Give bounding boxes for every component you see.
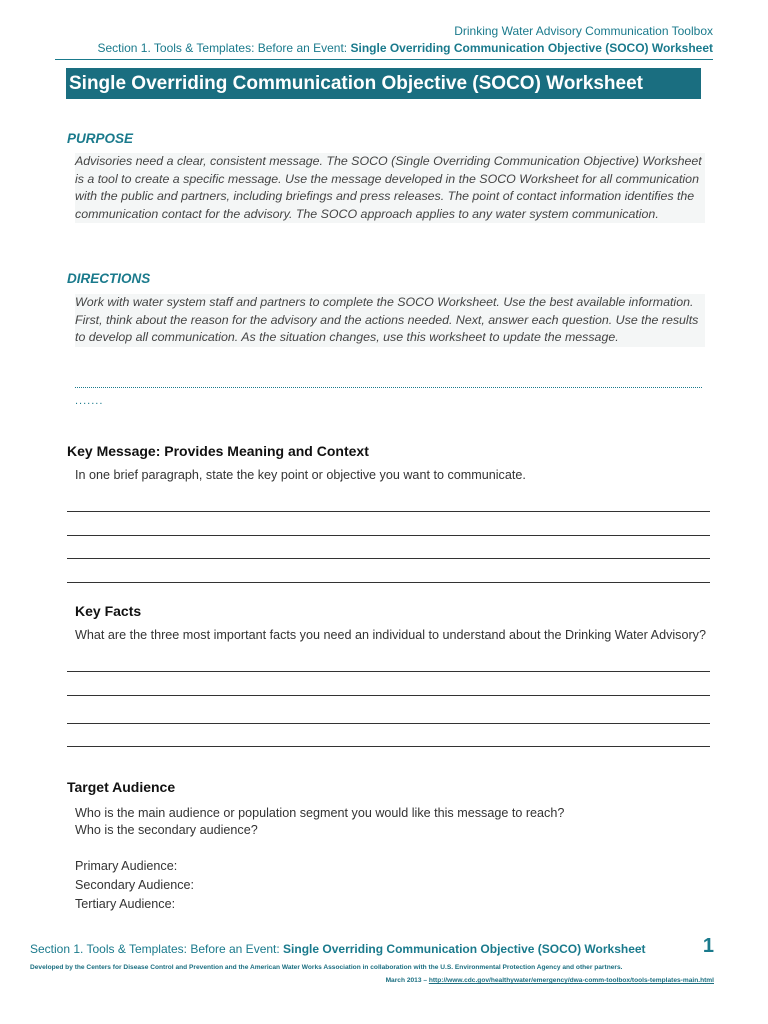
key-message-line-3[interactable] [67, 558, 710, 559]
page-title: Single Overriding Communication Objective (SOCO) Worksheet [66, 68, 701, 99]
key-facts-line-3[interactable] [67, 723, 710, 724]
secondary-audience-label: Secondary Audience: [75, 878, 195, 892]
footer-section [30, 942, 646, 956]
key-message-line-2[interactable] [67, 535, 710, 536]
key-message-line-1[interactable] [67, 511, 710, 512]
dotted-divider [75, 387, 702, 388]
target-audience-heading: Target Audience [67, 779, 176, 795]
footer-section-title: Single Overriding Communication Objective (SOCO) Worksheet [283, 942, 646, 956]
directions-text: Work with water system staff and partners to complete the SOCO Worksheet. Use the best available information. First, think about the reason for the advisory and the actions needed. Next, answer each question. Use the results to develop all communication. As the situation changes, use this worksheet to update the message. [75, 294, 705, 347]
key-facts-prompt: What are the three most important facts you need an individual to understand about the Drinking Water Advisory? [75, 628, 706, 642]
header-section-prefix: Section 1. Tools & Templates: Before an Event: [97, 41, 351, 55]
header-section [97, 41, 713, 55]
footer-section-prefix: Section 1. Tools & Templates: Before an Event: [30, 942, 284, 956]
directions-heading: DIRECTIONS [67, 271, 151, 286]
key-facts-line-1[interactable] [67, 671, 710, 672]
tertiary-audience-label: Tertiary Audience: [75, 897, 176, 911]
dotted-divider-tail: ....... [75, 395, 104, 407]
page-number: 1 [702, 935, 714, 957]
footer-url-link[interactable]: http://www.cdc.gov/healthywater/emergency/dwa-comm-toolbox/tools-templates-main.html [428, 977, 714, 984]
primary-audience-label: Primary Audience: [75, 859, 178, 873]
header-divider [55, 59, 713, 60]
target-audience-prompt: Who is the main audience or population segment you would like this message to reach? Who is the secondary audience? [75, 806, 565, 837]
key-facts-heading: Key Facts [75, 603, 142, 619]
purpose-text: Advisories need a clear, consistent message. The SOCO (Single Overriding Communication Objective) Worksheet is a tool to create a specific message. Use the message developed in the SOCO Worksheet for all communication with the public and partners, including briefings and press releases. The point of contact information identifies the communication contact for the advisory. The SOCO approach applies to any water system communication. [75, 153, 705, 223]
toolbox-title: Drinking Water Advisory Communication Toolbox [454, 24, 713, 38]
footer-date-line [386, 977, 714, 984]
key-message-line-4[interactable] [67, 582, 710, 583]
header-section-title: Single Overriding Communication Objective (SOCO) Worksheet [350, 41, 713, 55]
key-message-heading: Key Message: Provides Meaning and Context [67, 443, 369, 459]
key-facts-line-2[interactable] [67, 695, 710, 696]
footer-date: March 2013 – [385, 977, 429, 984]
key-message-prompt: In one brief paragraph, state the key point or objective you want to communicate. [75, 468, 526, 482]
footer-developed-by: Developed by the Centers for Disease Control and Prevention and the American Water Works Association in collaboration with the U.S. Environmental Protection Agency and other partners. [30, 964, 623, 971]
key-facts-line-4[interactable] [67, 746, 710, 747]
purpose-heading: PURPOSE [67, 131, 134, 146]
